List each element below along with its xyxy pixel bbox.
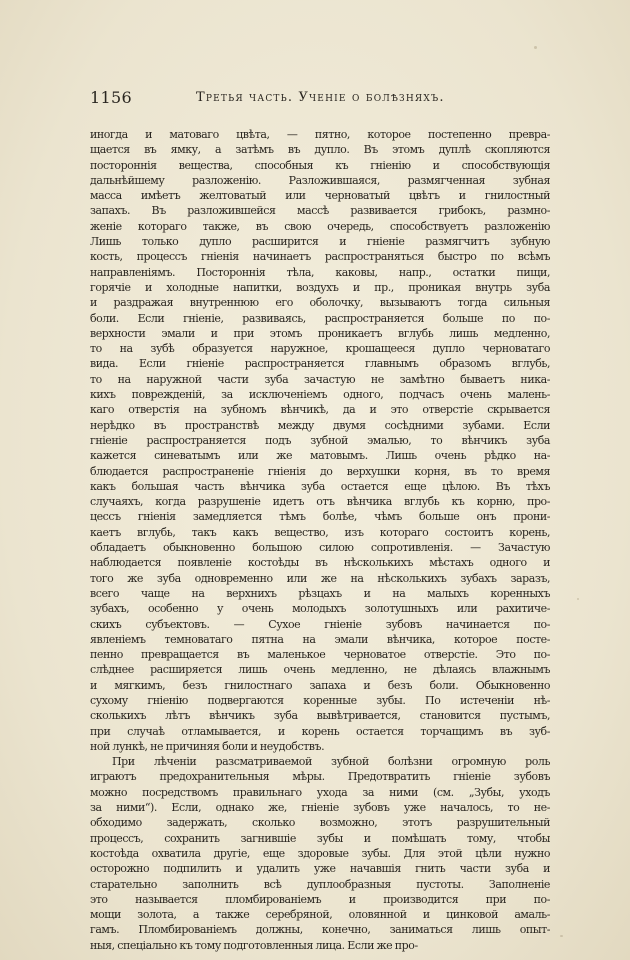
chapter-title: Третья часть. Ученіе о болѣзняхъ. <box>196 90 445 105</box>
paper-speck <box>534 46 537 49</box>
paper-speck <box>577 598 579 600</box>
text-line: слѣднее расширяется лишь очень медленно, не дѣлаясь влажнымъ <box>90 663 550 677</box>
text-line: и мягкимъ, безъ гнилостнаго запаха и безъ боли. Обыкновенно <box>90 678 550 692</box>
text-line: осторожно подпилить и удалить уже начавшія гнить части зуба и <box>90 862 550 876</box>
text-line: постороннія вещества, способныя къ гніенію и способствующія <box>90 158 550 172</box>
text-line: случаяхъ, когда разрушеніе идетъ отъ вѣнчика вглубь къ корню, про- <box>90 495 550 509</box>
text-line: явленіемъ темноватаго пятна на эмали вѣнчика, которое посте- <box>90 632 550 646</box>
paper-speck <box>560 935 563 937</box>
text-line: горячіе и холодные напитки, воздухъ и пр., проникая внутрь зуба <box>90 280 550 294</box>
text-line: костоѣда охватила другіе, еще здоровые зубы. Для этой цѣли нужно <box>90 846 550 860</box>
text-line: сухому гніенію подвергаются коренные зубы. По истеченіи нѣ- <box>90 693 550 707</box>
text-line: дальнѣйшему разложенію. Разложившаяся, размягченная зубная <box>90 173 550 187</box>
text-line: можно посредствомъ правильнаго ухода за ними (см. „Зубы, уходъ <box>90 785 550 799</box>
text-line: При лѣченіи разсматриваемой зубной болѣзни огромную роль <box>112 755 550 769</box>
text-line: обходимо задержать, сколько возможно, этотъ разрушительный <box>90 816 550 830</box>
text-line: это называется пломбированіемъ и производится при по- <box>90 892 550 906</box>
text-line: каго отверстія на зубномъ вѣнчикѣ, да и это отверстіе скрывается <box>90 403 550 417</box>
text-line: Лишь только дупло расширится и гніеніе размягчитъ зубную <box>90 235 550 249</box>
text-line: какъ большая часть вѣнчика зуба остается еще цѣлою. Въ тѣхъ <box>90 479 550 493</box>
text-line: за ними“). Если, однако же, гніеніе зубовъ уже началось, то не- <box>90 801 550 815</box>
text-line: верхности эмали и при этомъ проникаетъ вглубь лишь медленно, <box>90 326 550 340</box>
text-line: блюдается распространеніе гніенія до верхушки корня, въ то время <box>90 464 550 478</box>
running-head <box>90 88 548 108</box>
text-line: иногда и матоваго цвѣта, — пятно, которое постепенно превра- <box>90 128 550 141</box>
text-line: то на наружной части зуба зачастую не замѣтно бываетъ ника- <box>90 372 550 386</box>
text-line: ныя, спеціально къ тому подготовленныя лица. Если же про- <box>90 938 418 952</box>
text-line: процессъ, сохранить загнившіе зубы и помѣшать тому, чтобы <box>90 831 550 845</box>
text-line: нерѣдко въ пространствѣ между двумя сосѣдними зубами. Если <box>90 418 550 432</box>
text-line: играютъ предохранительныя мѣры. Предотвратить гніеніе зубовъ <box>90 770 550 784</box>
text-line: всего чаще на верхнихъ рѣзцахъ и на малыхъ коренныхъ <box>90 586 550 600</box>
text-line: кость, процессъ гніенія начинаетъ распространяться быстро по всѣмъ <box>90 250 550 264</box>
text-line: боли. Если гніеніе, развиваясь, распространяется больше по по- <box>90 311 550 325</box>
text-body <box>90 127 550 952</box>
text-line: направленіямъ. Постороннія тѣла, каковы, напр., остатки пищи, <box>90 265 550 279</box>
text-line: гніеніе распространяется подъ зубной эмалью, то вѣнчикъ зуба <box>90 433 550 447</box>
text-line: и раздражая внутреннюю его оболочку, вызываютъ тогда сильныя <box>90 296 550 310</box>
text-line: при случаѣ отламывается, и корень остается торчащимъ въ зуб- <box>90 724 550 738</box>
paragraph-treatment <box>90 754 550 953</box>
text-line: ной лункѣ, не причиняя боли и неудобствъ. <box>90 739 325 753</box>
text-line: мощи золота, а также серебряной, оловянной и цинковой амаль- <box>90 908 550 922</box>
text-line: цессъ гніенія замедляется тѣмъ болѣе, чѣмъ больше онъ прони- <box>90 510 550 524</box>
text-line: щается въ ямку, а затѣмъ въ дупло. Въ этомъ дуплѣ скопляются <box>90 143 550 157</box>
text-line: наблюдается появленіе костоѣды въ нѣсколькихъ мѣстахъ одного и <box>90 556 550 570</box>
text-line: каетъ вглубь, такъ какъ вещество, изъ котораго состоитъ корень, <box>90 525 550 539</box>
text-line: сколькихъ лѣтъ вѣнчикъ зуба вывѣтривается, становится пустымъ, <box>90 709 550 723</box>
text-line: зубахъ, особенно у очень молодыхъ золотушныхъ или рахитиче- <box>90 602 550 616</box>
text-line: обладаетъ обыкновенно большою силою сопротивленія. — Зачастую <box>90 541 550 555</box>
text-line: запахъ. Въ разложившейся массѣ развивается грибокъ, размно- <box>90 204 550 218</box>
text-line: масса имѣетъ желтоватый или черноватый цвѣтъ и гнилостный <box>90 189 550 203</box>
text-line: женіе котораго также, въ свою очередь, способствуетъ разложенію <box>90 219 550 233</box>
text-line: того же зуба одновременно или же на нѣсколькихъ зубахъ заразъ, <box>90 571 550 585</box>
text-line: скихъ субъектовъ. — Сухое гніеніе зубовъ начинается по- <box>90 617 550 631</box>
text-line: вида. Если гніеніе распространяется главнымъ образомъ вглубь, <box>90 357 550 371</box>
text-line: пенно превращается въ маленькое черноватое отверстіе. Это по- <box>90 648 550 662</box>
text-line: старательно заполнить всѣ дуплообразныя пустоты. Заполненіе <box>90 877 550 891</box>
paragraph-dental-caries <box>90 127 550 754</box>
text-line: гамъ. Пломбированіемъ должны, конечно, заниматься лишь опыт- <box>90 923 550 937</box>
text-line: кихъ поврежденій, за исключеніемъ одного, подчасъ очень малень- <box>90 388 550 402</box>
text-line: то на зубѣ образуется наружное, крошащееся дупло черноватаго <box>90 342 550 356</box>
text-line: кажется синеватымъ или же матовымъ. Лишь очень рѣдко на- <box>90 449 550 463</box>
page-number: 1156 <box>90 88 132 107</box>
